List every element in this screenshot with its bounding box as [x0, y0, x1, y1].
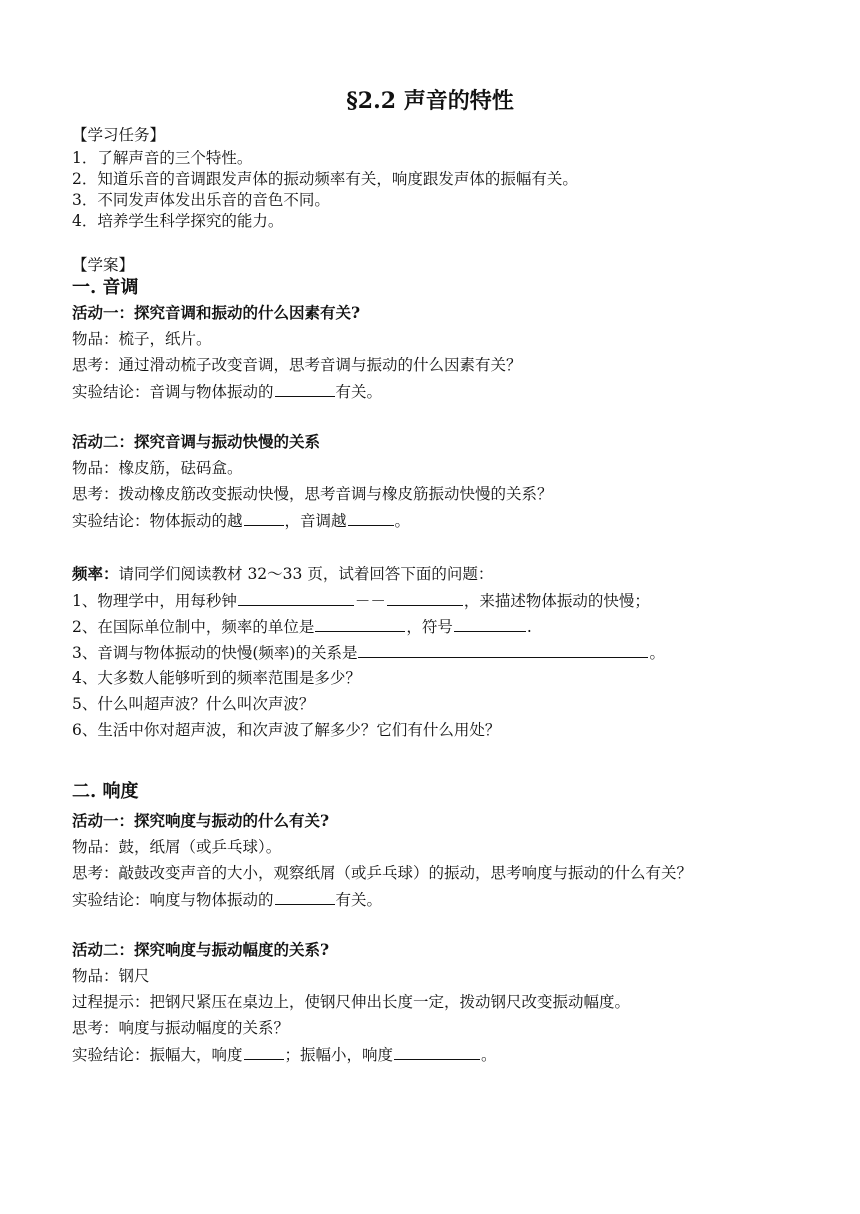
loudness-activity1-title: 活动一：探究响度与振动的什么有关? [72, 811, 330, 830]
answer-blank[interactable] [244, 1043, 284, 1060]
conclusion-text: ，音调越 [284, 512, 347, 530]
task-item-2: 2．知道乐音的音调跟发声体的振动频率有关，响度跟发声体的振幅有关。 [72, 170, 578, 188]
conclusion-text: 实验结论：响度与物体振动的 [72, 891, 274, 909]
answer-blank[interactable] [358, 641, 648, 658]
answer-blank[interactable] [454, 615, 526, 632]
question-text: ，来描述物体振动的快慢； [463, 592, 650, 610]
loudness-activity2-items: 物品：钢尺 [72, 967, 150, 985]
answer-blank[interactable] [238, 589, 354, 606]
question-text: ，符号 [406, 618, 453, 636]
conclusion-text: 实验结论：物体振动的越 [72, 512, 243, 530]
answer-blank[interactable] [275, 888, 335, 905]
loudness-activity1-conclusion [72, 888, 382, 911]
answer-blank[interactable] [275, 380, 335, 397]
loudness-activity2-think: 思考：响度与振动幅度的关系？ [72, 1019, 290, 1037]
conclusion-text: 有关。 [335, 891, 383, 909]
loudness-activity1-think: 思考：敲鼓改变声音的大小，观察纸屑（或乒乓球）的振动，思考响度与振动的什么有关？ [72, 864, 693, 882]
task-item-1: 1．了解声音的三个特性。 [72, 149, 253, 167]
pitch-activity1-items: 物品：梳子，纸片。 [72, 330, 212, 348]
frequency-question-6: 6、生活中你对超声波，和次声波了解多少？它们有什么用处？ [72, 721, 501, 739]
question-text: 1、物理学中，用每秒钟 [72, 592, 237, 610]
section-pitch-heading: 一. 音调 [72, 277, 139, 298]
question-text: 2、在国际单位制中，频率的单位是 [72, 618, 315, 636]
page-title: §2.2 声音的特性 [346, 88, 514, 114]
question-text: . [526, 618, 532, 636]
conclusion-text: 。 [394, 512, 411, 530]
answer-blank[interactable] [244, 509, 284, 526]
task-item-4: 4．培养学生科学探究的能力。 [72, 212, 284, 230]
pitch-activity2-conclusion [72, 509, 410, 532]
frequency-question-2 [72, 615, 532, 638]
frequency-intro-text: 请同学们阅读教材 32～33 页，试着回答下面的问题： [118, 565, 494, 583]
answer-blank[interactable] [394, 1043, 480, 1060]
section-loudness-heading: 二. 响度 [72, 781, 139, 802]
pitch-activity2-title: 活动二：探究音调与振动快慢的关系 [72, 432, 321, 451]
pitch-activity2-items: 物品：橡皮筋，砝码盒。 [72, 459, 243, 477]
conclusion-text: ；振幅小，响度 [284, 1046, 394, 1064]
frequency-question-5: 5、什么叫超声波？什么叫次声波？ [72, 695, 315, 713]
frequency-intro [72, 563, 493, 585]
conclusion-text: 实验结论：振幅大，响度 [72, 1046, 243, 1064]
loudness-activity2-process: 过程提示：把钢尺紧压在桌边上，使钢尺伸出长度一定，拨动钢尺改变振动幅度。 [72, 993, 631, 1011]
answer-blank[interactable] [348, 509, 394, 526]
pitch-activity1-conclusion [72, 380, 382, 403]
task-item-3: 3．不同发声体发出乐音的音色不同。 [72, 191, 330, 209]
question-text: －－ [354, 592, 386, 610]
answer-blank[interactable] [315, 615, 405, 632]
loudness-activity1-items: 物品：鼓，纸屑（或乒乓球）。 [72, 838, 282, 856]
frequency-question-4: 4、大多数人能够听到的频率范围是多少？ [72, 669, 361, 687]
frequency-label: 频率： [72, 564, 119, 583]
question-text: 。 [649, 644, 665, 662]
loudness-activity2-title: 活动二：探究响度与振动幅度的关系? [72, 940, 330, 959]
question-text: 3、音调与物体振动的快慢(频率)的关系是 [72, 644, 358, 662]
frequency-question-1 [72, 589, 650, 612]
xuean-heading: 【学案】 [72, 256, 135, 274]
conclusion-text: 实验结论：音调与物体振动的 [72, 383, 274, 401]
tasks-heading: 【学习任务】 [72, 126, 166, 144]
conclusion-text: 有关。 [335, 383, 383, 401]
pitch-activity1-think: 思考：通过滑动梳子改变音调，思考音调与振动的什么因素有关？ [72, 356, 522, 374]
loudness-activity2-conclusion [72, 1043, 497, 1066]
answer-blank[interactable] [387, 589, 463, 606]
frequency-question-3 [72, 641, 665, 664]
pitch-activity1-title: 活动一：探究音调和振动的什么因素有关? [72, 303, 361, 322]
conclusion-text: 。 [481, 1046, 497, 1064]
pitch-activity2-think: 思考：拨动橡皮筋改变振动快慢，思考音调与橡皮筋振动快慢的关系？ [72, 485, 553, 503]
